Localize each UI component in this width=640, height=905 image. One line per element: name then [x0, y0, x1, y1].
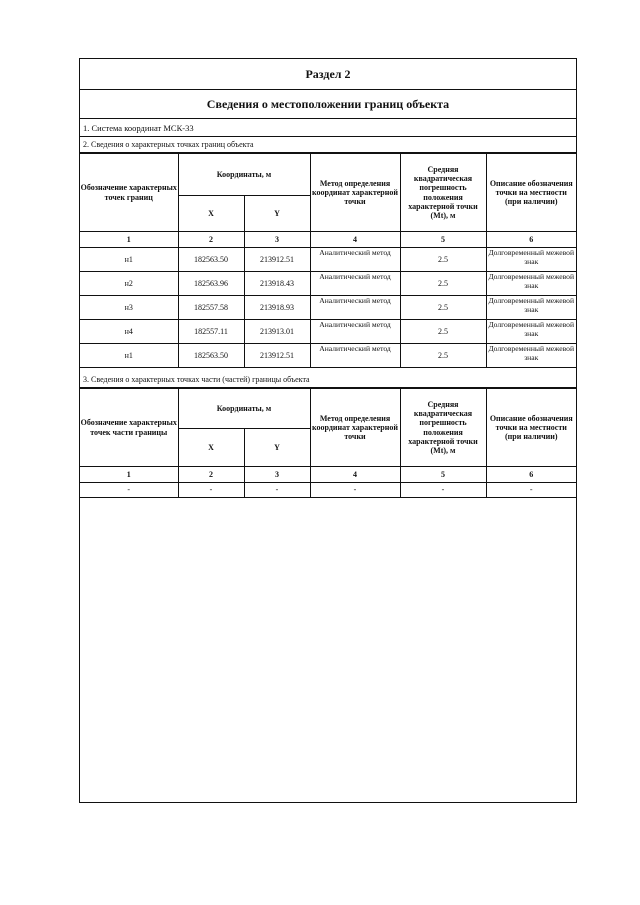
point-error: 2.5: [400, 296, 486, 320]
section-title: Раздел 2: [80, 59, 576, 90]
point-y: 213918.93: [244, 296, 310, 320]
parts-heading: 3. Сведения о характерных точках части (частей) границы объекта: [80, 372, 576, 388]
col-description: Описание обозначения точки на местности (при наличии): [486, 154, 576, 232]
point-method: Аналитический метод: [310, 344, 400, 368]
column-number: 5: [400, 467, 486, 483]
point-x: 182557.58: [178, 296, 244, 320]
point-id: н2: [80, 272, 178, 296]
col-method: Метод определения координат характерной точки: [310, 154, 400, 232]
column-number: 6: [486, 232, 576, 248]
section-subtitle: Сведения о местоположении границ объекта: [80, 90, 576, 119]
col-error: Средняя квадратическая погрешность положения характерной точки (Mt), м: [400, 389, 486, 467]
column-numbers-row: [80, 467, 576, 483]
empty-cell: -: [80, 483, 178, 498]
point-description: Долговременный межевой знак: [486, 296, 576, 320]
column-number: 1: [80, 232, 178, 248]
table-row: [80, 248, 576, 272]
col-method: Метод определения координат характерной точки: [310, 389, 400, 467]
point-id: н3: [80, 296, 178, 320]
point-method: Аналитический метод: [310, 296, 400, 320]
point-error: 2.5: [400, 272, 486, 296]
col-y: Y: [244, 196, 310, 232]
point-method: Аналитический метод: [310, 272, 400, 296]
point-x: 182563.50: [178, 248, 244, 272]
table-row: [80, 272, 576, 296]
column-number: 3: [244, 467, 310, 483]
table-row: [80, 320, 576, 344]
col-designation: Обозначение характерных точек части границы: [80, 389, 178, 467]
table-row: [80, 344, 576, 368]
point-error: 2.5: [400, 344, 486, 368]
column-number: 6: [486, 467, 576, 483]
empty-cell: -: [178, 483, 244, 498]
column-numbers-row: [80, 232, 576, 248]
column-number: 4: [310, 232, 400, 248]
col-x: X: [178, 196, 244, 232]
document-page: [79, 58, 577, 803]
point-description: Долговременный межевой знак: [486, 248, 576, 272]
point-id: н1: [80, 248, 178, 272]
column-number: 1: [80, 467, 178, 483]
empty-cell: -: [400, 483, 486, 498]
point-id: н4: [80, 320, 178, 344]
col-error: Средняя квадратическая погрешность положения характерной точки (Mt), м: [400, 154, 486, 232]
point-id: н1: [80, 344, 178, 368]
point-error: 2.5: [400, 248, 486, 272]
point-method: Аналитический метод: [310, 320, 400, 344]
column-number: 2: [178, 232, 244, 248]
empty-cell: -: [310, 483, 400, 498]
point-method: Аналитический метод: [310, 248, 400, 272]
table-row: [80, 296, 576, 320]
empty-cell: -: [486, 483, 576, 498]
col-coordinates: Координаты, м: [178, 154, 310, 196]
point-x: 182557.11: [178, 320, 244, 344]
points-table: [80, 153, 576, 368]
parts-table: [80, 388, 576, 498]
point-description: Долговременный межевой знак: [486, 344, 576, 368]
point-description: Долговременный межевой знак: [486, 272, 576, 296]
col-description: Описание обозначения точки на местности (при наличии): [486, 389, 576, 467]
coordinate-system: 1. Система координат МСК-33: [80, 119, 576, 137]
point-y: 213912.51: [244, 248, 310, 272]
point-y: 213918.43: [244, 272, 310, 296]
column-number: 4: [310, 467, 400, 483]
point-x: 182563.50: [178, 344, 244, 368]
point-y: 213912.51: [244, 344, 310, 368]
point-x: 182563.96: [178, 272, 244, 296]
col-y: Y: [244, 429, 310, 467]
col-x: X: [178, 429, 244, 467]
table-row: [80, 483, 576, 498]
points-heading: 2. Сведения о характерных точках границ объекта: [80, 137, 576, 153]
col-coordinates: Координаты, м: [178, 389, 310, 429]
point-y: 213913.01: [244, 320, 310, 344]
col-designation: Обозначение характерных точек границ: [80, 154, 178, 232]
column-number: 2: [178, 467, 244, 483]
column-number: 3: [244, 232, 310, 248]
empty-cell: -: [244, 483, 310, 498]
column-number: 5: [400, 232, 486, 248]
point-error: 2.5: [400, 320, 486, 344]
point-description: Долговременный межевой знак: [486, 320, 576, 344]
